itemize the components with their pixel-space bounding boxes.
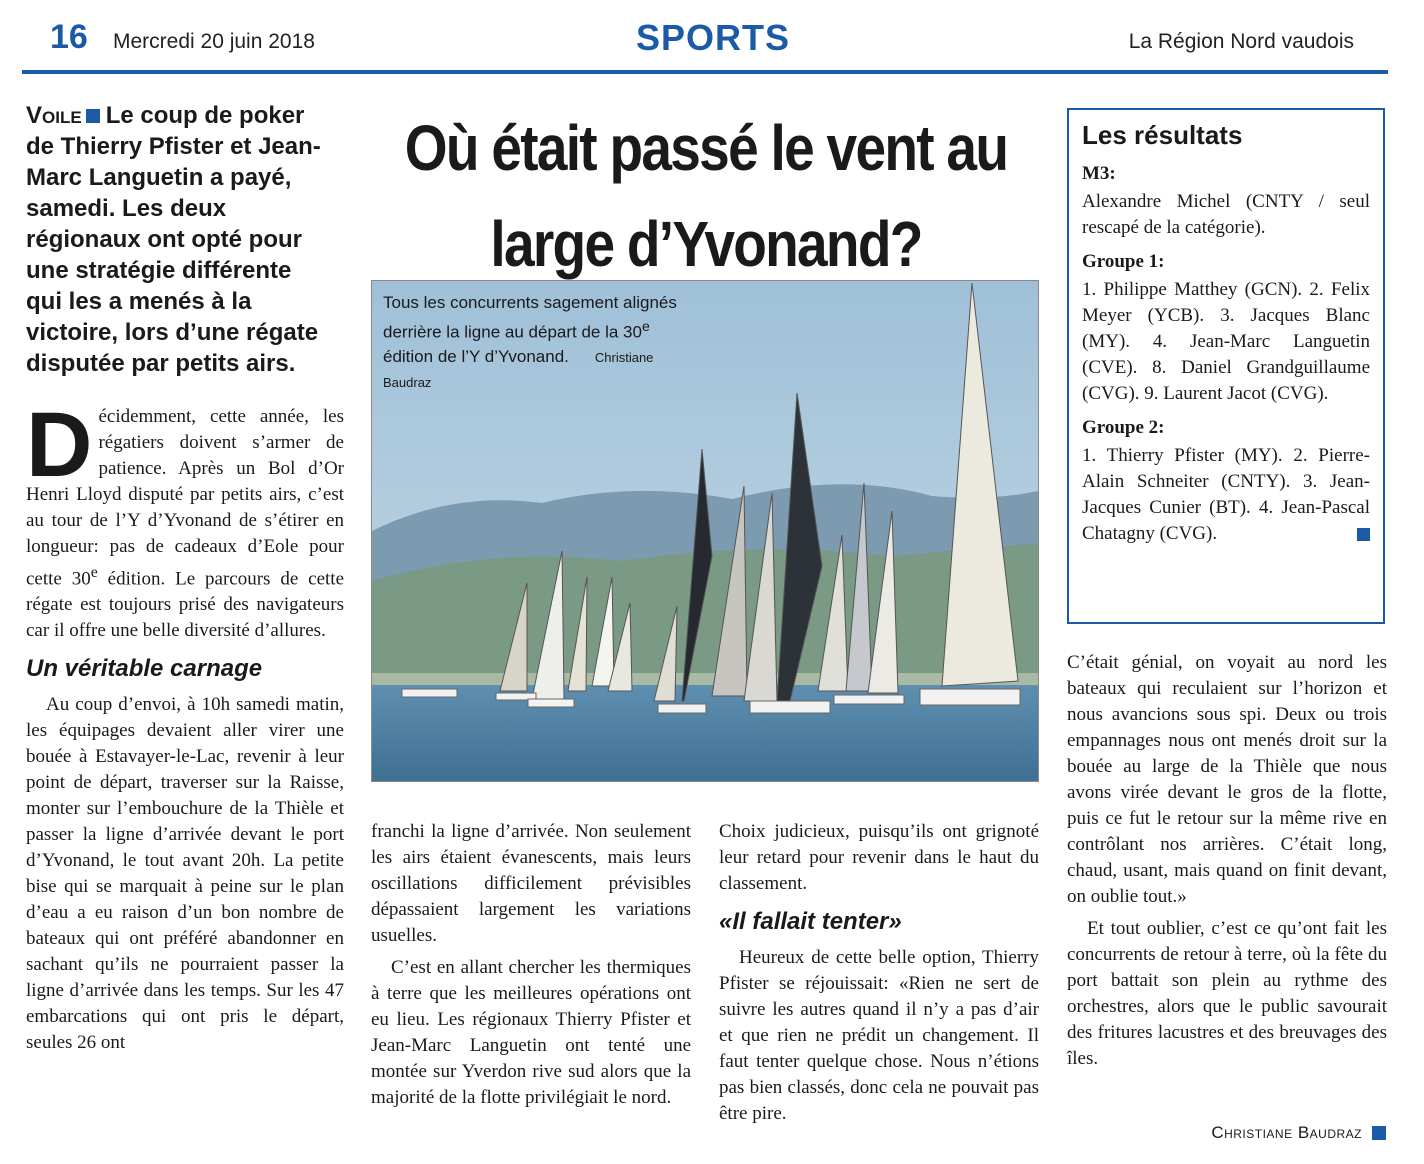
photo-credit: Christiane Baudraz	[383, 349, 654, 390]
results-m3-title: M3:	[1082, 163, 1116, 184]
caption-superscript: e	[641, 319, 650, 335]
article-column-3	[719, 819, 1039, 1127]
results-group2-body: 1. Thierry Pfister (MY). 2. Pierre-Alain Schneiter (CNTY). 3. Jean-Jacques Cunier (BT). 4. Jean-Pascal Chatagny (CVG).	[1082, 445, 1370, 544]
article-column-4	[1067, 650, 1387, 1072]
results-box	[1067, 108, 1385, 624]
paragraph-1-superscript: e	[90, 564, 98, 581]
paragraph-1-end: édition. Le parcours de cette régate est toujours prisé des navigateurs car il offre une belle diversité d’allures.	[26, 568, 344, 642]
results-group2-text	[1082, 443, 1370, 547]
dropcap: D	[26, 394, 93, 496]
results-group1-text: 1. Philippe Matthey (GCN). 2. Felix Meyer (YCB). 3. Jacques Blanc (MY). 4. Jean-Marc Languetin (CVE). 8. Daniel Grandguillaume (CVG). 9. Laurent Jacot (CVG).	[1082, 279, 1370, 404]
article-column-2	[371, 819, 691, 1111]
column-2-paragraph-1: franchi la ligne d’arrivée. Non seulement les airs étaient évanescents, mais leurs oscillations difficilement prévisibles dépassaient largement les variations usuelles.	[371, 821, 691, 946]
article-column-1	[26, 394, 344, 1056]
article-lead	[26, 100, 328, 379]
results-group2-title: Groupe 2:	[1082, 417, 1165, 438]
column-2-paragraph-2: C’est en allant chercher les thermiques à terre que les meilleures opérations ont eu lieu. Les régionaux Thierry Pfister et Jean-Marc Languetin ont tenté une montée sur Yverdon rive sud alors que la majorité de la flotte privilégiait le nord.	[371, 957, 691, 1108]
subheading-1: Un véritable carnage	[26, 655, 263, 683]
square-end-icon	[1372, 1126, 1386, 1140]
square-bullet-icon	[86, 109, 100, 123]
results-title: Les résultats	[1082, 120, 1243, 150]
header-rule	[22, 70, 1388, 74]
lead-kicker: Voile	[26, 102, 82, 129]
headline: Où était passé le vent au large d’Yvonand?	[404, 112, 1008, 280]
section-title: SPORTS	[636, 17, 791, 58]
column-3-paragraph-2: Heureux de cette belle option, Thierry Pfister se réjouissait: «Rien ne sert de suivre les autres quand il n’y a pas d’air et que rien ne prédit un changement. Il faut tenter quelque chose. Nous n’étions pas bien classés, donc cela ne pouvait pas être pire.	[719, 947, 1039, 1124]
page-number: 16	[50, 18, 88, 56]
column-3-paragraph-1: Choix judicieux, puisqu’ils ont grignoté leur retard pour revenir dans le haut du classement.	[719, 821, 1039, 894]
photo-caption	[383, 291, 703, 395]
column-4-paragraph-2: Et tout oublier, c’est ce qu’ont fait les concurrents de retour à terre, où la fête du port battait son plein au rythme des orchestres, alors que le public savourait des fritures lacustres et des breuvages des îles.	[1067, 918, 1387, 1069]
column-4-paragraph-1: C’était génial, on voyait au nord les bateaux qui reculaient sur l’horizon et nous avancions sous spi. Deux ou trois empannages nous ont menés droit sur la bouée au large de la Thièle que nous avons virée devant le gros de la flotte, puis ce fut le retour sur la même rive en contrôlant nos arrières. C’était long, chaud, usant, mais quand on finit devant, on oublie tout.»	[1067, 652, 1387, 907]
square-end-icon	[1357, 528, 1370, 541]
author-name: Christiane Baudraz	[1211, 1123, 1362, 1142]
lead-text: Le coup de poker de Thierry Pfister et Jean-Marc Languetin a payé, samedi. Les deux régionaux ont opté pour une stratégie différente qui les a menés à la victoire, lors d’une régate disputée par petits airs.	[26, 102, 321, 377]
results-group1-title: Groupe 1:	[1082, 251, 1165, 272]
caption-text: Tous les concurrents sagement alignés derrière la ligne au départ de la 30	[383, 293, 677, 342]
author-signature	[1211, 1123, 1386, 1143]
newspaper-name: La Région Nord vaudois	[1128, 30, 1354, 53]
paragraph-2: Au coup d’envoi, à 10h samedi matin, les équipages devaient aller virer une bouée à Estavayer-le-Lac, revenir à leur point de départ, traverser sur la Raisse, monter sur l’embouchure de la Thièle et passer la ligne d’arrivée devant le port d’Yvonand, le tout avant 20h. La petite bise qui se marquait à peine sur le plan d’eau a eu raison d’un bon nombre de bateaux qui ont préféré abandonner en sachant qu’ils ne pourraient passer la ligne d’arrivée dans les temps. Sur les 47 embarcations qui ont pris le départ, seules 26 ont	[26, 694, 344, 1054]
caption-text-end: édition de l’Y d’Yvonand.	[383, 346, 569, 366]
issue-date: Mercredi 20 juin 2018	[113, 30, 315, 53]
subheading-2: «Il fallait tenter»	[719, 908, 902, 935]
paragraph-1: écidemment, cette année, les régatiers doivent s’armer de patience. Après un Bol d’Or Henri Lloyd disputé par petits airs, c’est au tour de l’Y d’Yvonand de s’étirer en longueur: pas de cadeaux d’Eole pour cette 30	[26, 406, 344, 590]
results-m3-text: Alexandre Michel (CNTY / seul rescapé de la catégorie).	[1082, 191, 1370, 238]
